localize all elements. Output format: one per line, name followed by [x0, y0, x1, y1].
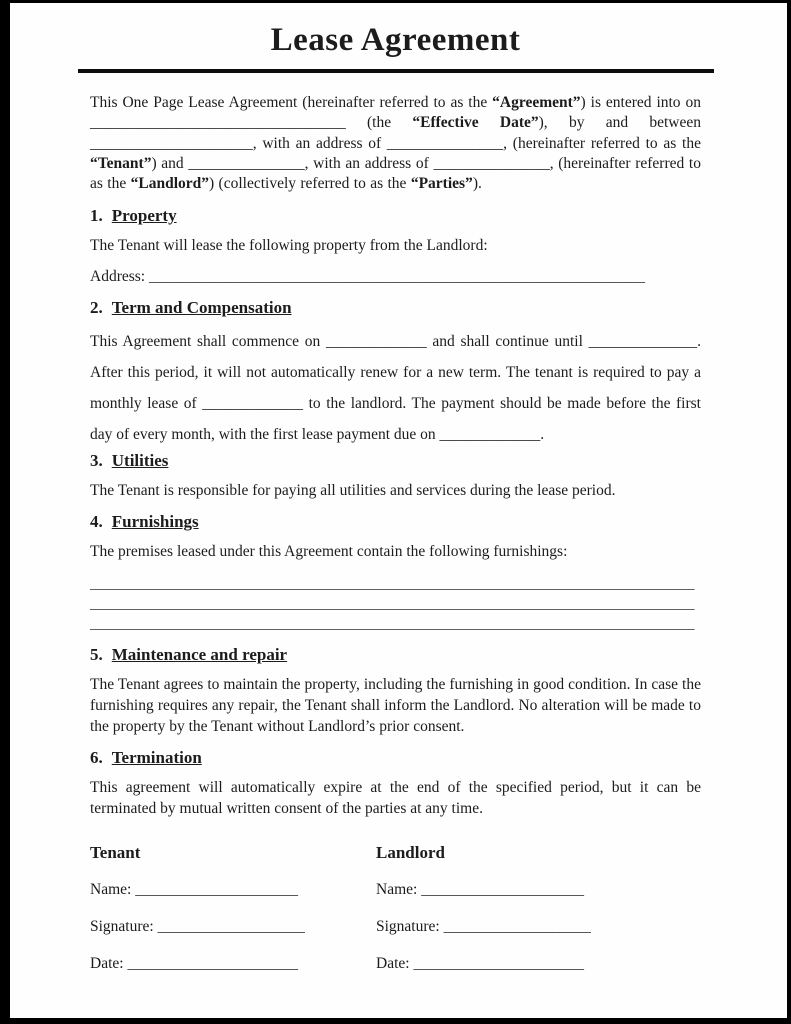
- field-label: Name:: [90, 881, 132, 899]
- field-label: Date:: [90, 955, 124, 973]
- field-blank-line: ______________________: [127, 955, 298, 973]
- section-number: 4.: [90, 512, 103, 532]
- section-termination: [90, 749, 701, 819]
- field-blank-line: _____________________: [421, 881, 584, 899]
- section-heading-text: Utilities: [111, 451, 169, 471]
- field-blank-line: ___________________: [157, 918, 305, 936]
- section-term-and-compensation: [90, 299, 701, 451]
- signature-section: [90, 843, 701, 974]
- section-paragraph: This agreement will automatically expire at the end of the specified period, but it can be terminated by mutual written consent of the parties at any time.: [90, 778, 701, 817]
- section-heading-text: Maintenance and repair: [111, 644, 288, 664]
- section-utilities: [90, 452, 701, 501]
- section-number: 5.: [90, 644, 103, 664]
- field-blank-line: ___________________: [443, 918, 591, 936]
- field-blank-line: ______________________: [413, 955, 584, 973]
- signature-party-title: Landlord: [376, 842, 445, 862]
- section-heading-text: Term and Compensation: [111, 297, 292, 317]
- section-paragraph: The Tenant is responsible for paying all utilities and services during the lease period.: [90, 482, 616, 500]
- page-title: Lease Agreement: [270, 22, 521, 58]
- section-heading: [90, 207, 701, 226]
- signature-column-landlord: [376, 843, 701, 974]
- section-heading: [90, 513, 701, 532]
- signature-field-name: [376, 879, 701, 900]
- signature-field-name: [90, 879, 376, 900]
- field-label: Date:: [376, 955, 410, 973]
- signature-field-signature: [90, 916, 376, 937]
- field-label: Signature:: [90, 918, 154, 936]
- section-property: [90, 207, 701, 287]
- field-blank-line: _____________________: [135, 881, 298, 899]
- signature-field-date: [90, 953, 376, 974]
- section-heading-text: Furnishings: [111, 512, 199, 532]
- title-rule: [78, 69, 714, 73]
- signature-column-tenant: [90, 843, 376, 974]
- section-paragraph: The Tenant agrees to maintain the property, including the furnishing in good condition. In case the furnishing requires any repair, the Tenant shall inform the Landlord. No alteration will be made to the property by the Tenant without Landlord’s prior consent.: [90, 675, 701, 735]
- section-number: 3.: [90, 451, 103, 471]
- section-paragraph: This Agreement shall commence on _____________ and shall continue until ______________. After this period, it will not automatically renew for a new term. The tenant is required to pay a monthly lease of _____________ to the landlord. The payment should be made before the first day of every month, with the first lease payment due on _____________.: [90, 333, 701, 444]
- section-number: 2.: [90, 297, 103, 317]
- blank-line: ______________________________________________________________________________: [90, 594, 695, 612]
- address-label: Address:: [90, 267, 146, 285]
- address-row: [90, 266, 701, 287]
- furnishings-blank-lines: [90, 574, 701, 634]
- blank-line: ______________________________________________________________________________: [90, 614, 695, 632]
- section-heading: [90, 299, 701, 318]
- section-paragraph: The Tenant will lease the following property from the Landlord:: [90, 236, 488, 254]
- signature-field-signature: [376, 916, 701, 937]
- field-label: Name:: [376, 881, 418, 899]
- intro-paragraph: This One Page Lease Agreement (hereinafter referred to as the “Agreement”) is entered into on _________________________________ (the “Effective Date”), by and between _____________________, with an address of _______________, (hereinafter referred to as the “Tenant”) and _______________, with an address of _______________, (hereinafter referred to as the “Landlord”) (collectively referred to as the “Parties”).: [90, 93, 701, 193]
- section-maintenance-and-repair: [90, 646, 701, 737]
- section-heading-text: Termination: [111, 747, 202, 767]
- section-paragraph: The premises leased under this Agreement contain the following furnishings:: [90, 542, 568, 560]
- field-label: Signature:: [376, 918, 440, 936]
- address-blank-line: ________________________________________________________________: [148, 267, 645, 285]
- section-heading: [90, 646, 701, 665]
- signature-party-title: Tenant: [90, 842, 141, 862]
- section-heading: [90, 749, 701, 768]
- section-number: 1.: [90, 205, 103, 225]
- section-number: 6.: [90, 747, 103, 767]
- section-heading-text: Property: [111, 205, 177, 225]
- blank-line: ______________________________________________________________________________: [90, 574, 695, 592]
- section-furnishings: [90, 513, 701, 634]
- signature-field-date: [376, 953, 701, 974]
- section-heading: [90, 452, 701, 471]
